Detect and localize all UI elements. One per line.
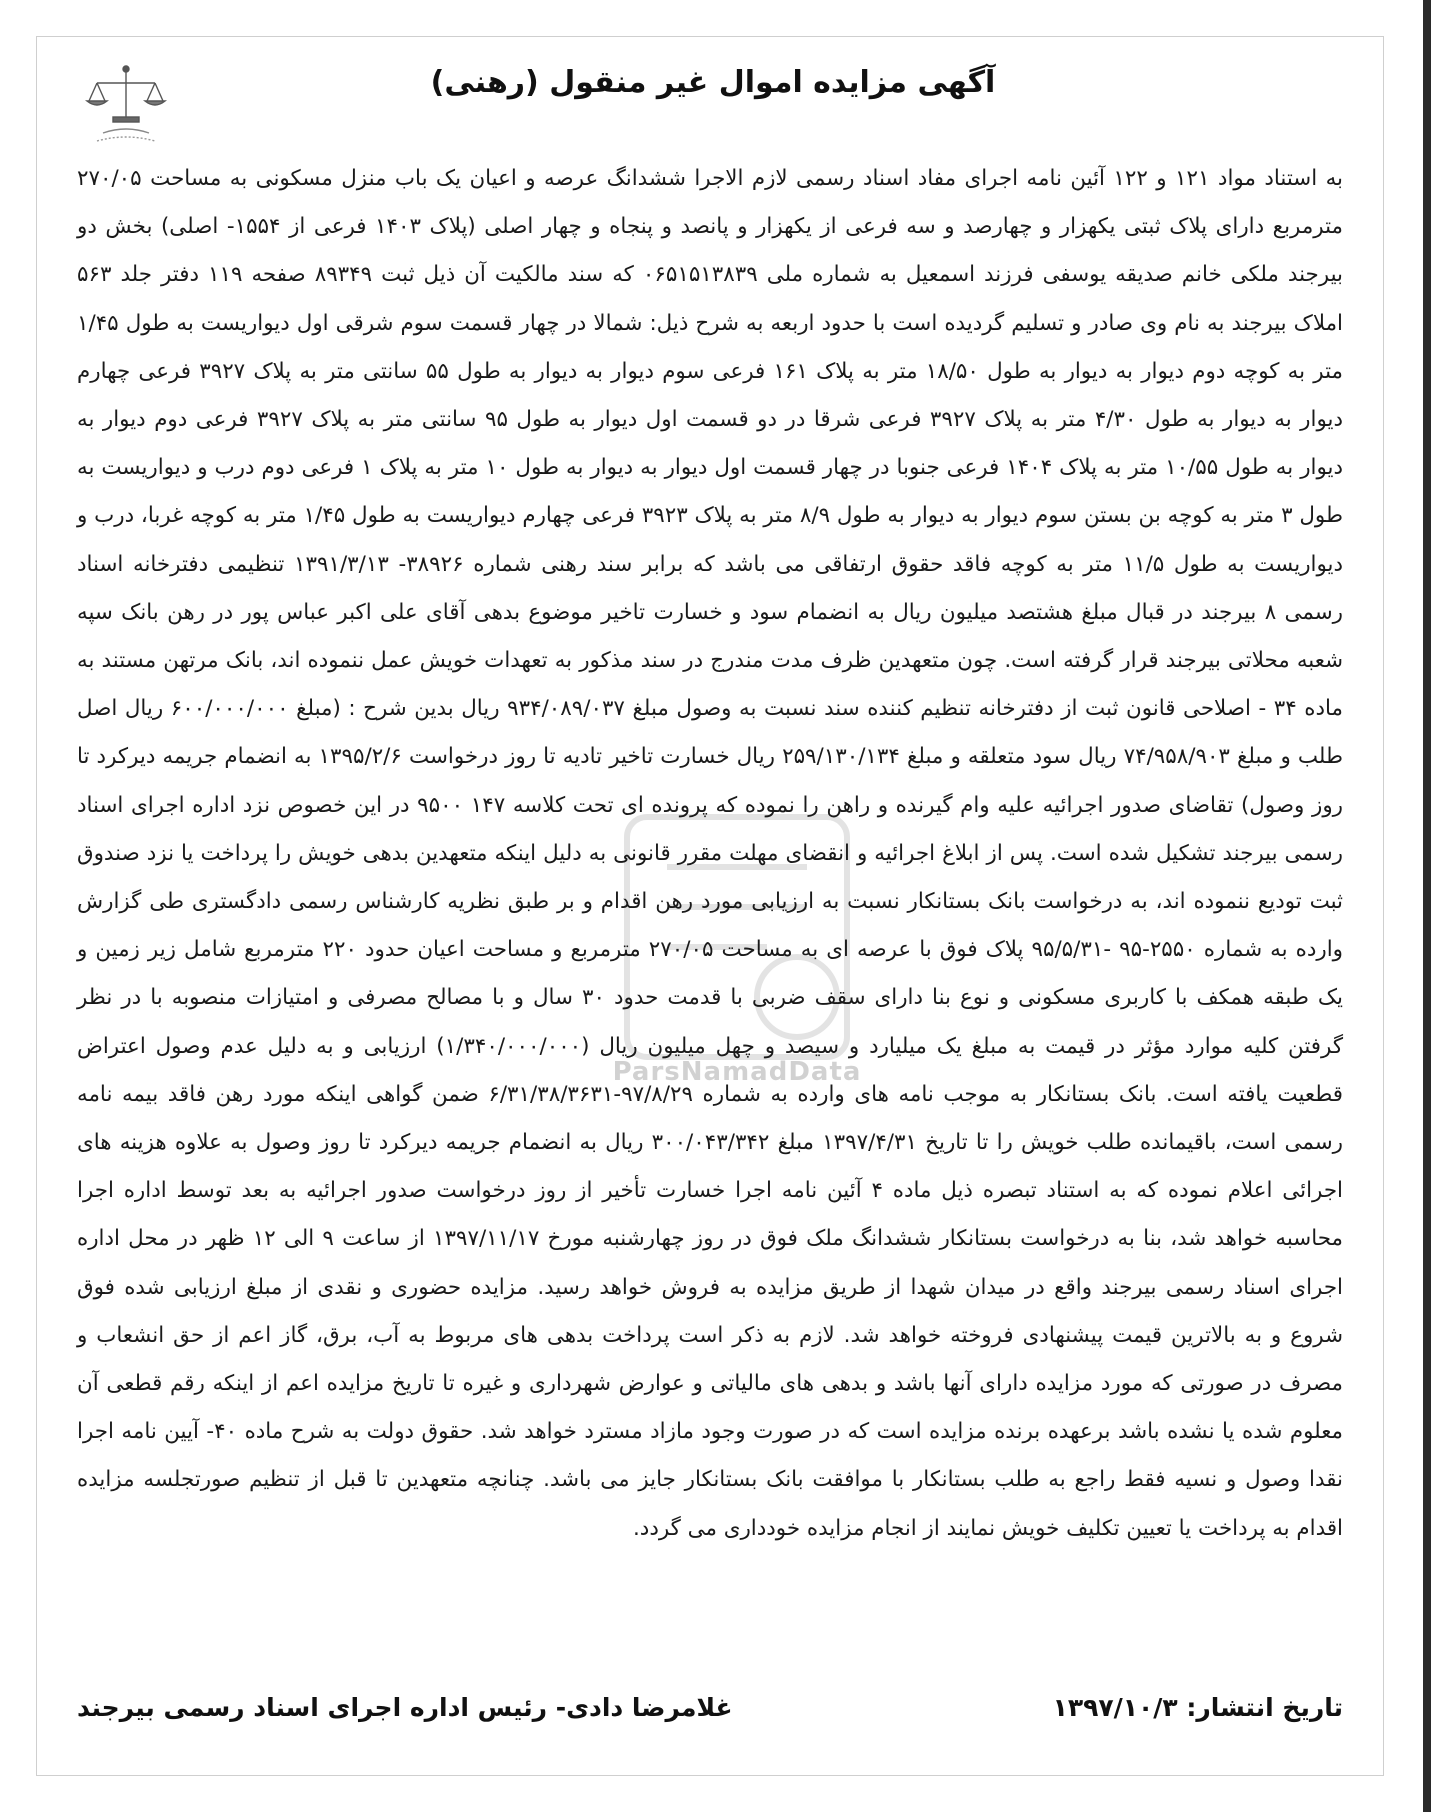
notice-title: آگهی مزایده اموال غیر منقول (رهنی) — [430, 65, 996, 100]
notice-body: به استناد مواد ۱۲۱ و ۱۲۲ آئین نامه اجرای مفاد اسناد رسمی لازم الاجرا ششدانگ عرصه و اعیان یک باب منزل مسکونی به مساحت ۲۷۰/۰۵ مترمربع دارای پلاک ثبتی یکهزار و چهارصد و سه فرعی از یکهزار و پانصد و پنجاه و چهار اصلی (پلاک ۱۴۰۳ فرعی از ۱۵۵۴- اصلی) بخش دو بیرجند ملکی خانم صدیقه یوسفی فرزند اسمعیل به شماره ملی ۰۶۵۱۵۱۳۸۳۹ که سند مالکیت آن ذیل ثبت ۸۹۳۴۹ صفحه ۱۱۹ دفتر جلد ۵۶۳ املاک بیرجند به نام وی صادر و تسلیم گردیده است با حدود اربعه به شرح ذیل: شمالا در چهار قسمت سوم شرقی اول دیواریست به طول ۱/۴۵ متر به کوچه دوم دیوار به دیوار به طول ۱۸/۵۰ متر به پلاک ۱۶۱ فرعی سوم دیوار به دیوار به طول ۵۵ سانتی متر به پلاک ۳۹۲۷ فرعی چهارم دیوار به دیوار به طول ۴/۳۰ متر به پلاک ۳۹۲۷ فرعی شرقا در دو قسمت اول دیوار به طول ۹۵ سانتی متر به پلاک ۳۹۲۷ فرعی دوم دیوار به دیوار به طول ۱۰/۵۵ متر به پلاک ۱۴۰۴ فرعی جنوبا در چهار قسمت اول دیوار به دیوار به طول ۱۰ متر به پلاک ۱ فرعی دوم درب و دیواریست به طول ۳ متر به کوچه بن بستن سوم دیوار به دیوار به طول ۸/۹ متر به پلاک ۳۹۲۳ فرعی چهارم دیواریست به طول ۱/۴۵ متر به کوچه غربا، درب و دیواریست به طول ۱۱/۵ متر به کوچه فاقد حقوق ارتفاقی می باشد که برابر سند رهنی شماره ۳۸۹۲۶- ۱۳۹۱/۳/۱۳ تنظیمی دفترخانه اسناد رسمی ۸ بیرجند در قبال مبلغ هشتصد میلیون ریال به انضمام سود و خسارت تاخیر موضوع بدهی آقای علی اکبر عباس پور در رهن بانک سپه شعبه محلاتی بیرجند قرار گرفته است. چون متعهدین ظرف مدت مندرج در سند مذکور به تعهدات خویش عمل ننموده اند، بانک مرتهن مستند به ماده ۳۴ - اصلاحی قانون ثبت از دفترخانه تنظیم کننده سند نسبت به وصول مبلغ ۹۳۴/۰۸۹/۰۳۷ ریال بدین شرح : (مبلغ ۶۰۰/۰۰۰/۰۰۰ ریال اصل طلب و مبلغ ۷۴/۹۵۸/۹۰۳ ریال سود متعلقه و مبلغ ۲۵۹/۱۳۰/۱۳۴ ریال خسارت تاخیر تادیه تا روز درخواست ۱۳۹۵/۲/۶ به انضمام جریمه دیرکرد تا روز وصول) تقاضای صدور اجرائیه علیه وام گیرنده و راهن را نموده که پرونده ای تحت کلاسه ۱۴۷ ۹۵۰۰ در این خصوص نزد اداره اجرای اسناد رسمی بیرجند تشکیل شده است. پس از ابلاغ اجرائیه و انقضای مهلت مقرر قانونی به دلیل اینکه متعهدین بدهی خویش را پرداخت یا نزد صندوق ثبت تودیع ننموده اند، به درخواست بانک بستانکار نسبت به ارزیابی مورد رهن اقدام و بر طبق نظریه کارشناس رسمی دادگستری طی گزارش وارده به شماره ۲۵۵۰-۹۵ -۹۵/۵/۳۱ پلاک فوق با عرصه ای به مساحت ۲۷۰/۰۵ مترمربع و مساحت اعیان حدود ۲۲۰ مترمربع شامل زیر زمین و یک طبقه همکف با کاربری مسکونی و نوع بنا دارای سقف ضربی با قدمت حدود ۳۰ سال و با مصالح مصرفی و امتیازات منصوبه با در نظر گرفتن کلیه موارد مؤثر در قیمت به مبلغ یک میلیارد و سیصد و چهل میلیون ریال (۱/۳۴۰/۰۰۰/۰۰۰) ارزیابی و به دلیل عدم وصول اعتراض قطعیت یافته است. بانک بستانکار به موجب نامه های وارده به شماره ۹۷/۸/۲۹-۶/۳۱/۳۸/۳۶۳۱ ضمن گواهی اینکه مورد رهن فاقد بیمه نامه رسمی است، باقیمانده طلب خویش را تا تاریخ ۱۳۹۷/۴/۳۱ مبلغ ۳۰۰/۰۴۳/۳۴۲ ریال به انضمام جریمه دیرکرد تا روز وصول به علاوه هزینه های اجرائی اعلام نموده که به استناد تبصره ذیل ماده ۴ آئین نامه اجرا خسارت تأخیر از روز درخواست صدور اجرائیه به بعد توسط اداره اجرا محاسبه خواهد شد، بنا به درخواست بستانکار ششدانگ ملک فوق در روز چهارشنبه مورخ ۱۳۹۷/۱۱/۱۷ از ساعت ۹ الی ۱۲ ظهر در محل اداره اجرای اسناد رسمی بیرجند واقع در میدان شهدا از طریق مزایده به فروش خواهد رسید. مزایده حضوری و نقدی از مبلغ ارزیابی شده فوق شروع و به بالاترین قیمت پیشنهادی فروخته خواهد شد. لازم به ذکر است پرداخت بدهی های مربوط به آب، برق، گاز اعم از حق انشعاب و مصرف در صورتی که مورد مزایده دارای آنها باشد و بدهی های مالیاتی و عوارض شهرداری و غیره تا تاریخ مزایده اعم از اینکه رقم قطعی آن معلوم شده یا نشده باشد برعهده برنده مزایده است که در صورت وجود مازاد مسترد خواهد شد. حقوق دولت به شرح ماده ۴۰- آیین نامه اجرا نقدا وصول و نسیه فقط راجع به طلب بستانکار با موافقت بانک بستانکار جایز می باشد. چنانچه متعهدین تا قبل از تنظیم صورتجلسه مزایده اقدام به پرداخت یا تعیین تکلیف خویش نمایند از انجام مزایده خودداری می گردد. — [77, 166, 1344, 1541]
scan-edge-bar — [1423, 0, 1431, 1812]
notice-page — [36, 36, 1384, 1776]
watermark-text: ParsNamadData — [612, 1057, 862, 1087]
signature-line: غلامرضا دادی- رئیس اداره اجرای اسناد رسمی بیرجند — [77, 1693, 733, 1722]
notice-header — [37, 55, 1383, 151]
notice-footer — [77, 1687, 1343, 1743]
justice-scales-emblem-icon — [67, 61, 185, 149]
publication-date: تاریخ انتشار: ۱۳۹۷/۱۰/۳ — [1052, 1693, 1343, 1722]
